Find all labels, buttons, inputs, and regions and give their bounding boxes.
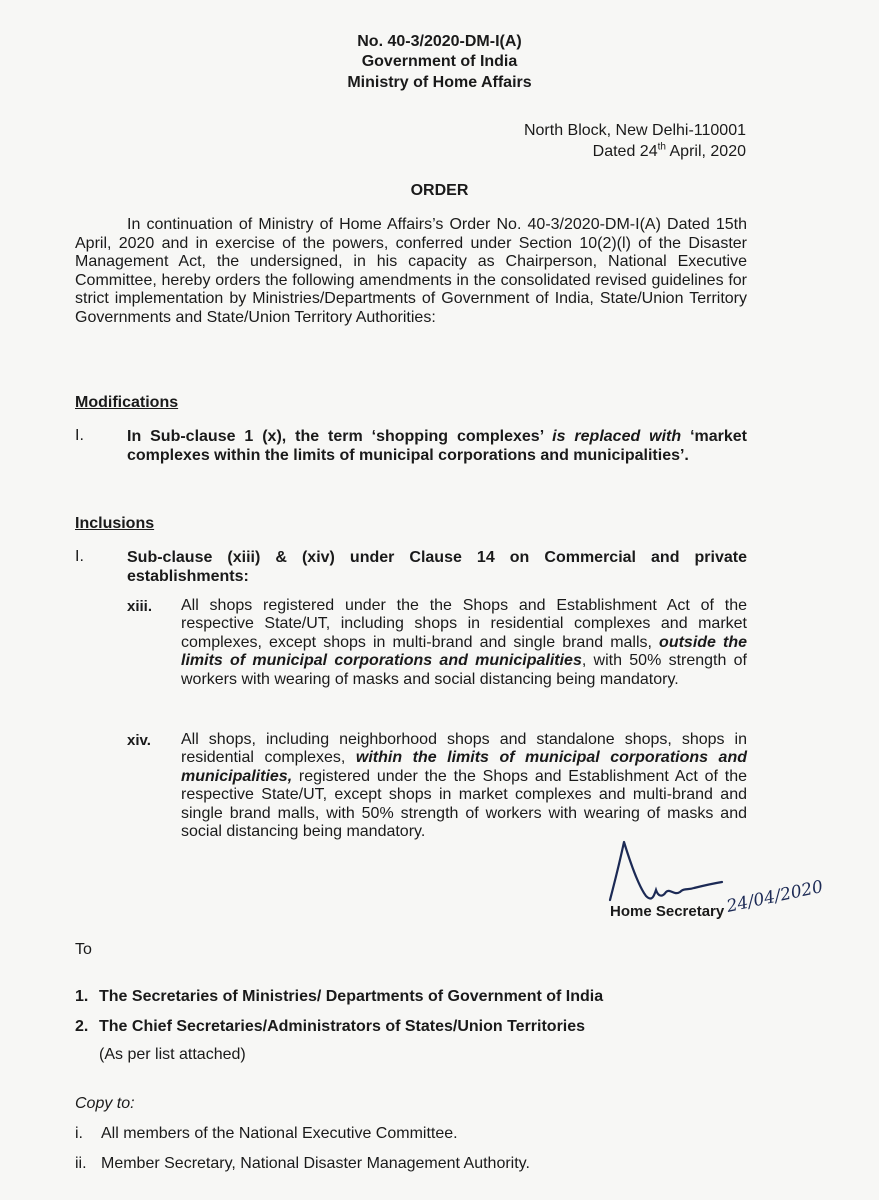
modifications-heading: Modifications (75, 394, 179, 411)
modification-number: I. (75, 427, 84, 444)
to-label: To (75, 941, 92, 958)
ministry-heading: Ministry of Home Affairs (347, 74, 532, 91)
copy-recipient: i. All members of the National Executive Committee. (75, 1125, 458, 1142)
subclause-xiv-label: xiv. (127, 732, 151, 749)
signatory-title: Home Secretary (610, 903, 725, 920)
subclause-xiii-label: xiii. (127, 598, 153, 615)
copy-to-label: Copy to: (75, 1095, 135, 1112)
intro-paragraph: In continuation of Ministry of Home Affairs’s Order No. 40-3/2020-DM-I(A) Dated 15th April, 2020 and in exercise of the powers, conferred under Section 10(2)(l) of the Disaster Management Act, the undersigned, in his capacity as Chairperson, National Executive Committee, hereby orders the following amendments in the consolidated revised guidelines for strict implementation by Ministries/Departments of Government of India, State/Union Territory Governments and State/Union Territory Authorities: (75, 216, 747, 326)
inclusions-heading: Inclusions (75, 515, 155, 532)
inclusion-title: Sub-clause (xiii) & (xiv) under Clause 14 on Commercial and private establishments: (127, 549, 747, 585)
signature-date: 24/04/2020 (724, 876, 825, 917)
modification-text: In Sub-clause 1 (x), the term ‘shopping complexes’ is replaced with ‘market complexes within the limits of municipal corporations and municipalities’. (127, 428, 747, 464)
addressee-item: 1. The Secretaries of Ministries/ Departments of Government of India (75, 988, 604, 1005)
order-title: ORDER (410, 182, 469, 199)
copy-recipient: ii. Member Secretary, National Disaster Management Authority. (75, 1155, 530, 1172)
government-heading: Government of India (361, 53, 518, 70)
inclusion-number: I. (75, 548, 84, 565)
order-date: Dated 24th April, 2020 (592, 141, 746, 160)
list-attached-note: (As per list attached) (99, 1046, 246, 1063)
office-address: North Block, New Delhi-110001 (523, 122, 746, 139)
addressee-item: 2. The Chief Secretaries/Administrators of States/Union Territories (75, 1018, 586, 1035)
file-number: No. 40-3/2020-DM-I(A) (357, 33, 522, 50)
subclause-xiii-text: All shops registered under the the Shops and Establishment Act of the respective State/UT, including shops in residential complexes and market complexes, except shops in multi-brand and single brand malls, outside the limits of municipal corporations and municipalities, with 50% strength of workers with wearing of masks and social distancing being mandatory. (181, 597, 748, 688)
subclause-xiv-text: All shops, including neighborhood shops and standalone shops, shops in residential complexes, within the limits of municipal corporations and municipalities, registered under the the Shops and Establishment Act of the respective State/UT, except shops in market complexes and multi-brand and single brand malls, with 50% strength of workers with wearing of masks and social distancing being mandatory. (181, 731, 747, 841)
